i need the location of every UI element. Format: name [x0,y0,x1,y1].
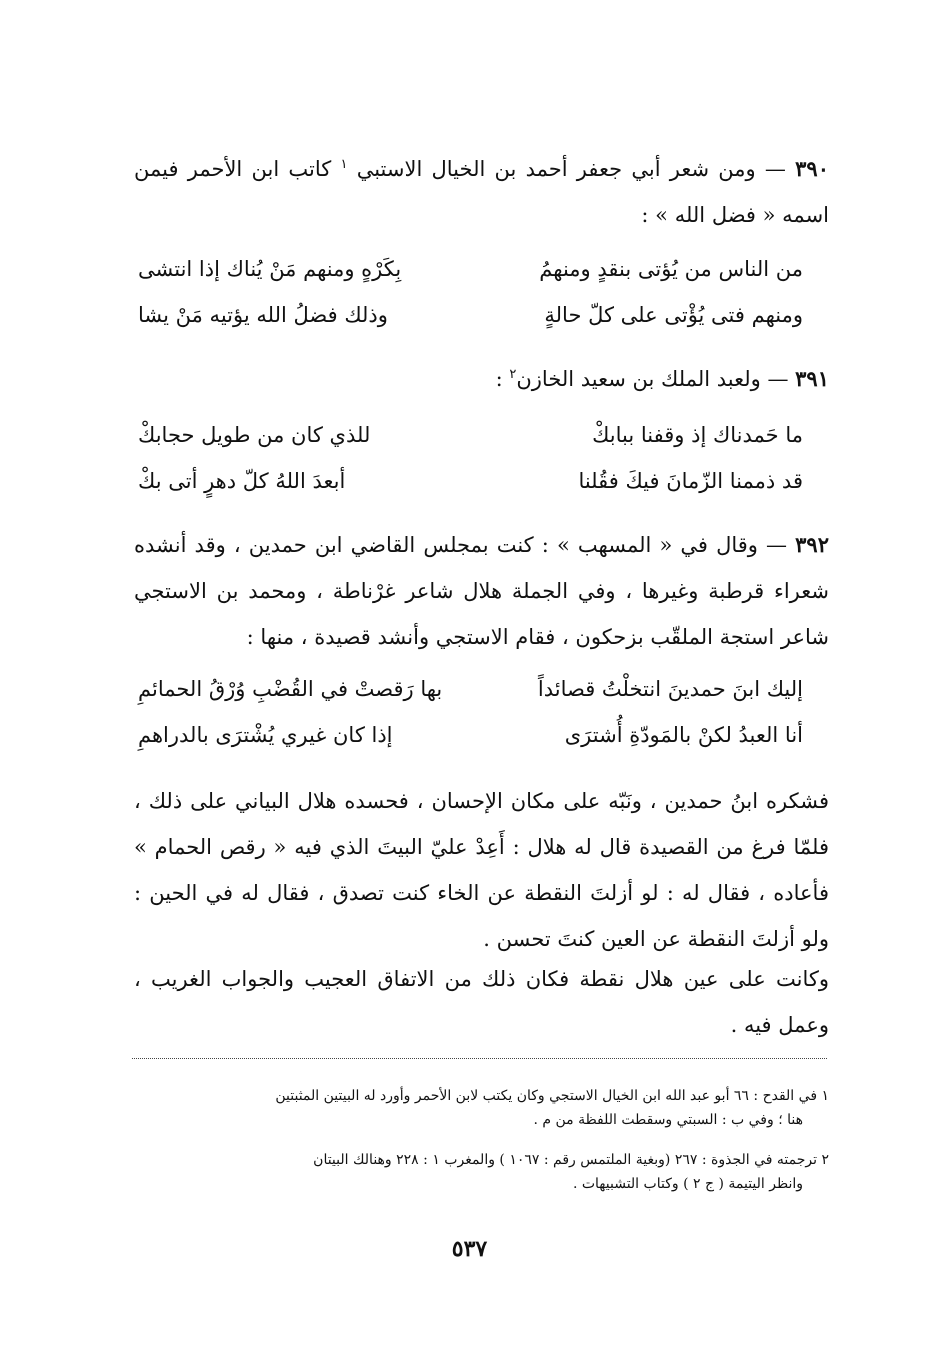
verse-line [138,712,803,758]
entry-number: ٣٩١ [795,366,829,391]
entry-text: — ولعبد الملك بن سعيد الخازن [516,367,789,391]
entry-391 [134,352,829,402]
footnote-2 [134,1148,829,1196]
footnote-line [134,1084,829,1108]
hemistich-first: أنا العبدُ لكنْ بالمَودّةِ أُشترَى [564,723,803,747]
hemistich-first: قد ذممنا الزّمانَ فيكَ فقُلنا [578,469,803,493]
footnote-1 [134,1084,829,1132]
hemistich-first: ومنهم فتى يُؤْتى على كلّ حالةٍ [544,303,803,327]
verse-line [138,246,803,292]
poem-1 [138,246,803,338]
entry-text: — وقال في « المسهب » : كنت بمجلس القاضي ابن حمدين ، وقد أنشده شعراء قرطبة وغيرها ، وفي الجملة هلال شاعر غرْناطة ، ومحمد بن الاستجي شاعر استجة الملقّب بزحكون ، فقام الاستجي وأنشد قصيدة ، منها : [134,533,829,649]
footnote-mark: ٢ [821,1152,829,1168]
verse-line [138,666,803,712]
footnote-ref[interactable]: ١ [340,157,348,172]
footnote-text: في القدح : ٦٦ أبو عبد الله ابن الخيال الاستجي وكان يكتب لابن الأحمر وأورد له البيتين المثبتين [275,1088,818,1104]
footnote-mark: ١ [821,1088,829,1104]
page-number: ٥٣٧ [451,1236,488,1262]
entry-text: كاتب ابن الأحمر فيمن اسمه « فضل الله » : [134,157,829,227]
poem-3 [138,666,803,758]
entry-text: : [495,367,510,391]
hemistich-second: للذي كان من طويل حجابكْ [138,423,371,447]
entry-text: — ومن شعر أبي جعفر أحمد بن الخيال الاستبي [347,157,786,181]
hemistich-first: ما حَمدناك إذ وقفنا ببابكْ [592,423,803,447]
hemistich-first: إليك ابنَ حمدينَ انتخلْتُ قصائداً [537,677,803,701]
verse-line [138,412,803,458]
entry-392 [134,522,829,660]
entry-390 [134,142,829,238]
hemistich-second: أبعدَ اللهُ كلّ دهرٍ أتى بكْ [138,469,346,493]
poem-2 [138,412,803,504]
entry-number: ٣٩٢ [795,532,829,557]
footnote-text: هنا ؛ وفي ب : السبتي وسقطت اللفظة من م . [533,1112,803,1128]
verse-line [138,458,803,504]
footnote-text: ترجمته في الجذوة : ٢٦٧ (وبغية الملتمس رقم : ١٠٦٧ ) والمغرب ١ : ٢٢٨ وهنالك البيتان [313,1152,818,1168]
body-paragraph: فشكره ابنُ حمدين ، ونَبّه على مكان الإحسان ، فحسده هلال البياني على ذلك ، فلمّا فرغ من القصيدة قال له هلال : أَعِدْ عليّ البيتَ الذي فيه « رقص الحمام » فأعاده ، فقال له : لو أزلتَ النقطة عن الخاء كنت تصدق ، فقال له في الحين : ولو أزلتَ النقطة عن العين كنتَ تحسن . [134,789,829,951]
hemistich-second: وذلك فضلُ الله يؤتيه مَنْ يشا [138,303,388,327]
hemistich-first: من الناس من يُؤتى بنقدٍ ومنهمُ [539,257,803,281]
body-paragraph: وكانت على عين هلال نقطة فكان ذلك من الاتفاق العجيب والجواب الغريب ، وعمل فيه . [134,967,829,1037]
hemistich-second: إذا كان غيري يُشْترَى بالدراهمِ [138,723,393,747]
hemistich-second: بها رَقصتْ في القُضْبِ وُرْقُ الحمائمِ [138,677,443,701]
hemistich-second: بِكَرْهٍ ومنهم مَنْ يُناك إذا انتشى [138,257,402,281]
footnote-divider [132,1058,827,1059]
footnote-text: وانظر اليتيمة ( ج ٢ ) وكتاب التشبيهات . [572,1176,803,1192]
footnote-line [134,1148,829,1172]
verse-line [138,292,803,338]
entry-number: ٣٩٠ [795,156,829,181]
footnote-ref[interactable]: ٢ [509,367,517,382]
